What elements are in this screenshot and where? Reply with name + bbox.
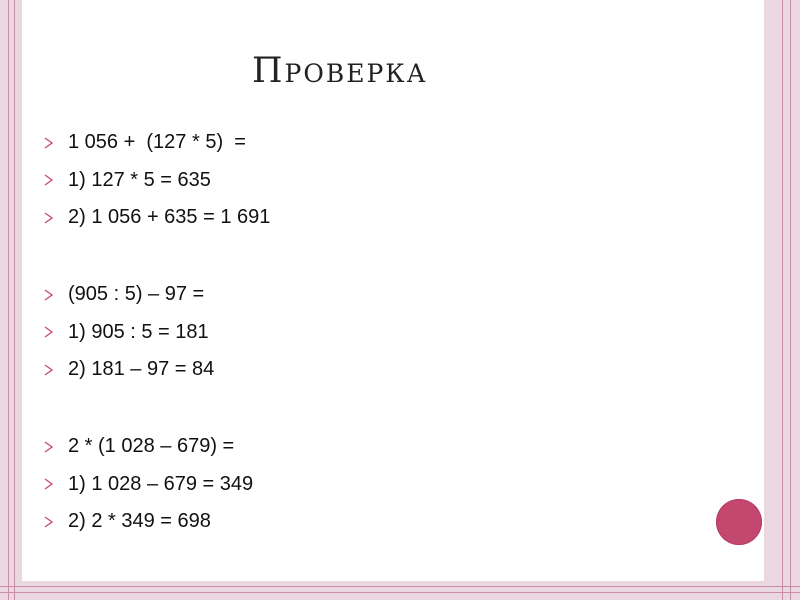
frame-line <box>8 0 9 600</box>
bullet-arrow-icon <box>40 478 68 490</box>
bullet-arrow-icon <box>40 289 68 301</box>
bullet-text: 1) 1 028 – 679 = 349 <box>68 472 254 495</box>
bullet-text: (905 : 5) – 97 = <box>68 283 205 305</box>
bullet-item <box>40 199 740 237</box>
bullet-arrow-icon <box>40 137 68 149</box>
bullet-text: 2) 2 * 349 = 698 <box>68 510 211 532</box>
bullet-text: 2) 1 056 + 635 = 1 691 <box>68 206 271 228</box>
accent-circle <box>716 499 762 545</box>
bullet-list <box>40 124 740 541</box>
frame-left-border <box>0 0 22 600</box>
bullet-arrow-icon <box>40 174 68 186</box>
frame-line <box>14 0 15 600</box>
bullet-spacer <box>40 389 740 429</box>
bullet-item <box>40 466 740 504</box>
bullet-item <box>40 351 740 389</box>
bullet-arrow-icon <box>40 212 68 224</box>
frame-bottom-border <box>0 581 800 600</box>
bullet-item <box>40 276 740 314</box>
bullet-item <box>40 503 740 541</box>
bullet-arrow-icon <box>40 441 68 453</box>
frame-line <box>0 592 800 593</box>
slide-title: Проверка <box>252 51 428 91</box>
bullet-text: 1) 905 : 5 = 181 <box>68 320 209 343</box>
bullet-item <box>40 124 740 162</box>
bullet-arrow-icon <box>40 364 68 376</box>
bullet-text: 2 * (1 028 – 679) = <box>68 435 235 457</box>
bullet-item <box>40 314 740 352</box>
bullet-item <box>40 428 740 466</box>
bullet-arrow-icon <box>40 326 68 338</box>
bullet-item <box>40 162 740 200</box>
bullet-text: 1) 127 * 5 = 635 <box>68 168 211 191</box>
frame-line <box>782 0 783 600</box>
bullet-text: 2) 181 – 97 = 84 <box>68 358 215 380</box>
frame-line <box>790 0 791 600</box>
bullet-arrow-icon <box>40 516 68 528</box>
frame-line <box>0 586 800 587</box>
bullet-text: 1 056 + (127 * 5) = <box>68 131 246 153</box>
bullet-spacer <box>40 237 740 277</box>
